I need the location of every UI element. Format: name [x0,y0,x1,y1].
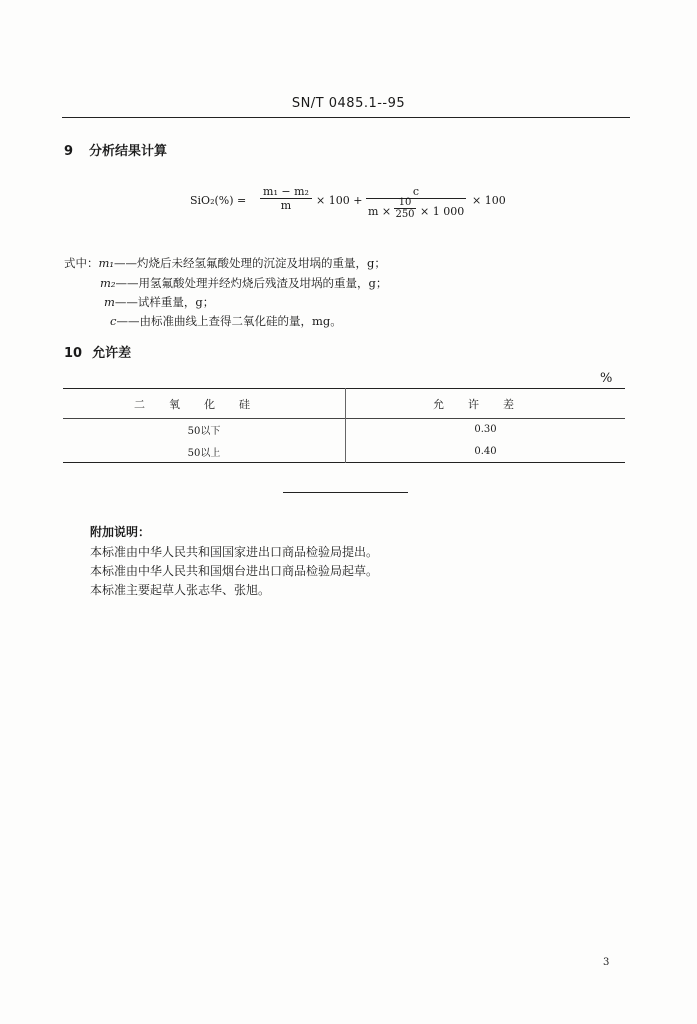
where-line-3 [104,294,214,310]
page-number: 3 [603,957,610,968]
standard-code-header: SN/T 0485.1--95 [291,96,406,111]
cell-range: 50以下 [63,419,346,441]
fraction-2-den-suffix: × 1 000 [420,205,465,218]
header-rule [62,117,630,118]
table-row [63,441,625,463]
inner-fraction-numerator: 10 [398,197,412,208]
where-symbol-m2: m₂ [100,276,116,290]
section-9-title: 分析结果计算 [89,144,168,159]
where-text-c: ——由标准曲线上查得二氧化硅的量，mg。 [116,314,342,328]
cell-tolerance: 0.30 [474,424,497,436]
section-9-heading [64,140,167,159]
fraction-2-den-prefix: m × [368,205,392,218]
calculation-formula [190,185,510,227]
fraction-2-numerator: c [412,185,420,198]
fraction-2-denominator [366,199,466,225]
where-lead: 式中： [64,256,99,270]
where-text-m: ——试样重量，g； [114,295,215,309]
section-9-number: 9 [64,144,74,159]
where-text-m1: ——灼烧后未经氢氟酸处理的沉淀及坩埚的重量，g； [114,256,386,270]
where-line-4 [110,313,342,329]
section-10-heading [64,342,131,361]
formula-fraction-2 [366,185,466,225]
formula-times-100-a: × 100 + [316,194,363,207]
notes-line-3: 本标准主要起草人张志华、张旭。 [90,583,271,597]
inner-fraction-denominator: 250 [395,209,415,220]
where-symbol-m: m [104,295,115,309]
notes-title: 附加说明： [90,525,151,539]
formula-fraction-1 [260,185,312,212]
table-unit-label: % [600,371,613,386]
cell-tolerance: 0.40 [474,445,497,457]
table-row [63,419,625,441]
formula-lhs: SiO₂(%) = [190,194,247,207]
end-of-text-rule [283,492,408,493]
notes-line-1: 本标准由中华人民共和国国家进出口商品检验局提出。 [90,545,379,559]
section-10-number: 10 [64,346,83,361]
where-line-2 [100,275,387,291]
formula-times-100-b: × 100 [472,194,506,207]
where-symbol-m1: m₁ [98,256,115,270]
section-10-title: 允许差 [92,346,132,361]
cell-range: 50以上 [63,441,346,463]
notes-line-2: 本标准由中华人民共和国烟台进出口商品检验局起草。 [90,564,379,578]
where-line-1 [64,255,386,271]
where-text-m2: ——用氢氟酸处理并经灼烧后残渣及坩埚的重量，g； [115,276,388,290]
table-header-row [63,389,625,419]
tolerance-table [63,388,625,463]
fraction-1-numerator: m₁ − m₂ [263,185,309,198]
header-silica: 二氧化硅 [63,389,346,419]
fraction-1-denominator: m [280,199,292,212]
where-symbol-c: c [110,314,117,328]
inner-fraction [394,197,416,220]
header-tolerance: 允许差 [433,397,538,411]
